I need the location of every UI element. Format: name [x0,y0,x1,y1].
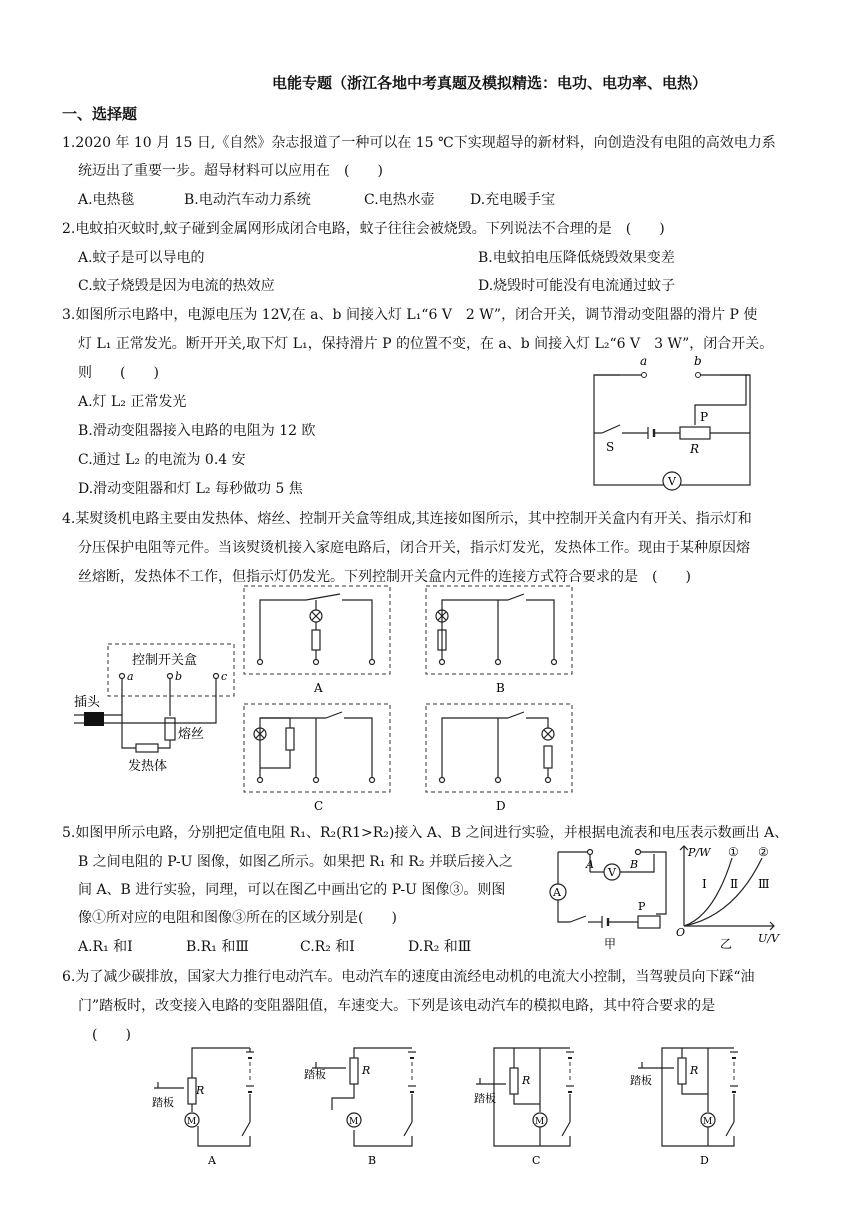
curve-1 [684,858,732,926]
motor-label: M [703,1117,713,1127]
q4-choice-c: C [314,799,324,813]
q1-option-c: C.电热水壶 [364,192,435,208]
pedal-label: 踏板 [152,1096,174,1109]
terminal-a-label: a [127,670,134,683]
q3-circuit-figure [580,355,760,495]
q4-option-diagrams [242,584,574,814]
q5-graph-yi [674,842,784,952]
q6-option-circuits [150,1038,770,1168]
q2-option-b: B.电蚊拍电压降低烧毁效果变差 [478,250,675,266]
motor-label: M [187,1117,197,1127]
terminal-a-label: a [640,355,648,368]
origin-label: O [676,926,686,939]
q4-option-a-diagram [244,586,390,695]
resistor-label: R [362,1064,371,1077]
q2-option-d: D.烧毁时可能没有电流通过蚊子 [478,278,676,294]
pedal-label: 踏板 [304,1068,326,1081]
q6-choice-c: C [532,1154,541,1167]
q5-option-d: D.R₂ 和Ⅲ [408,939,472,955]
q2-option-c: C.蚊子烧毁是因为电流的热效应 [78,278,275,294]
q4-choice-a: A [314,681,323,695]
q4-choice-b: B [496,681,505,695]
page-title: 电能专题（浙江各地中考真题及模拟精选：电功、电功率、电热） [272,74,708,92]
q6-option-b-circuit [304,1048,416,1167]
q1-option-d: D.充电暖手宝 [470,192,556,208]
q5-option-b: B.R₁ 和Ⅲ [186,939,249,955]
q5-line1: 5.如图甲所示电路，分别把定值电阻 R₁、R₂(R1>R₂)接入 A、B 之间进行实验，并根据电流表和电压表示数画出 A、 [62,825,789,841]
q6-choice-a: A [208,1154,216,1167]
terminal-B-label: B [630,858,639,871]
region-2-label: Ⅱ [730,877,739,891]
switch-s-label: S [606,440,615,454]
q1-option-b: B.电动汽车动力系统 [184,192,311,208]
q1-line1: 1.2020 年 10 月 15 日,《自然》杂志报道了一种可以在 15 ℃下实现超导的新材料，向创造没有电阻的高效电力系 [62,135,776,151]
q6-line1: 6.为了减少碳排放，国家大力推行电动汽车。电动汽车的速度由流经电动机的电流大小控制，当驾驶员向下踩“油 [62,969,755,985]
q4-main-circuit [70,638,240,778]
q5-line2: B 之间电阻的 P-U 图像，如图乙所示。如果把 R₁ 和 R₂ 并联后接入之 [78,854,513,870]
q2-option-a: A.蚊子是可以导电的 [78,250,205,266]
section-heading: 一、选择题 [62,105,138,123]
fuse-label: 熔丝 [178,727,205,742]
terminal-b [168,674,173,679]
terminal-b-label: b [175,670,183,683]
voltmeter-label: V [668,475,676,488]
pedal-label: 踏板 [630,1074,652,1087]
region-3-label: Ⅲ [758,877,770,891]
q3-option-d: D.滑动变阻器和灯 L₂ 每秒做功 5 焦 [78,481,303,497]
terminal-a [120,674,125,679]
q5-option-c: C.R₂ 和Ⅰ [300,939,355,955]
resistor-label: R [690,1064,699,1077]
q1-line2: 统迈出了重要一步。超导材料可以应用在 ( ) [78,163,383,179]
slider-label: P [638,900,646,913]
motor-label: M [535,1117,545,1127]
figure-jia-label: 甲 [604,937,617,951]
pedal-label: 踏板 [474,1092,496,1105]
curve-1-label: ① [728,845,739,859]
terminal-c [214,674,219,679]
q6-line3: ( ) [92,1027,131,1043]
q5-line4: 像①所对应的电阻和图像③所在的区域分别是( ) [78,910,397,926]
q3-option-b: B.滑动变阻器接入电路的电阻为 12 欧 [78,423,316,439]
q2-line1: 2.电蚊拍灭蚊时,蚊子碰到金属网形成闭合电路，蚊子往往会被烧毁。下列说法不合理的是 ( ) [62,221,665,237]
q4-option-d-diagram [426,704,572,813]
q5-line3: 间 A、B 进行实验，同理，可以在图乙中画出它的 P-U 图像③。则图 [78,882,506,898]
q3-line3: 则 ( ) [78,365,159,381]
q4-line2: 分压保护电阻等元件。当该熨烫机接入家庭电路后，闭合开关，指示灯发光，发热体工作。现由于某种原因熔 [78,540,750,556]
motor-label: M [349,1117,359,1127]
q5-circuit-jia [544,842,674,952]
q5-option-a: A.R₁ 和Ⅰ [78,939,133,955]
y-axis-label: P/W [688,846,711,859]
resistor-label: R [522,1074,531,1087]
q4-choice-d: D [496,799,506,813]
terminal-b-label: b [694,355,702,368]
slider-p-label: P [700,410,709,424]
q3-line1: 3.如图所示电路中，电源电压为 12V,在 a、b 间接入灯 L₁“6 V 2 W”，闭合开关，调节滑动变阻器的滑片 P 使 [62,307,758,323]
terminal-A-label: A [586,858,594,871]
plug-symbol [84,712,104,726]
q4-line3: 丝熔断，发热体不工作，但指示灯仍发光。下列控制开关盒内元件的连接方式符合要求的是 ( ) [78,569,691,585]
voltmeter-label: V [608,866,616,879]
q3-option-a: A.灯 L₂ 正常发光 [78,394,187,410]
figure-yi-label: 乙 [720,937,733,951]
heater-label: 发热体 [128,759,168,774]
plug-label: 插头 [74,695,101,710]
q1-option-a: A.电热毯 [78,192,135,208]
region-1-label: Ⅰ [702,877,707,891]
q4-line1: 4.某熨烫机电路主要由发热体、熔丝、控制开关盒等组成,其连接如图所示，其中控制开关盒内有开关、指示灯和 [62,511,752,527]
curve-2-label: ② [758,845,769,859]
q6-option-d-circuit [630,1048,738,1167]
q6-option-c-circuit [474,1048,574,1167]
control-box-label: 控制开关盒 [132,653,198,668]
q3-option-c: C.通过 L₂ 的电流为 0.4 安 [78,452,246,468]
rheostat-r-label: R [690,442,700,456]
curve-2 [684,858,762,926]
q3-line2: 灯 L₁ 正常发光。断开开关,取下灯 L₁，保持滑片 P 的位置不变，在 a、b 间接入灯 L₂“6 V 3 W”，闭合开关。 [78,336,774,352]
q6-choice-b: B [368,1154,377,1167]
q4-option-b-diagram [426,586,572,695]
resistor-label: R [196,1084,205,1097]
q6-choice-d: D [700,1154,709,1167]
q4-option-c-diagram [244,704,390,813]
x-axis-label: U/V [758,932,779,945]
q6-line2: 门”踏板时，改变接入电路的变阻器阻值，车速变大。下列是该电动汽车的模拟电路，其中符合要求的是 [78,998,716,1014]
terminal-c-label: c [221,670,228,683]
q6-option-a-circuit [152,1048,254,1167]
ammeter-label: A [553,886,561,899]
